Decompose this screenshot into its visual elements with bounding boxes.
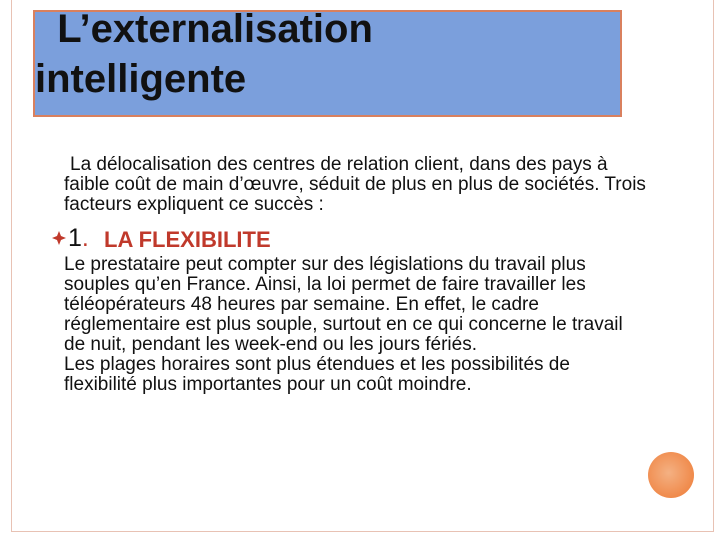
section-number-text: 1 [68, 224, 82, 252]
section-label: LA FLEXIBILITE [104, 227, 271, 252]
intro-paragraph: La délocalisation des centres de relation client, dans des pays à faible coût de main d’œuvre, séduit de plus en plus de sociétés. Trois facteurs expliquent ce succès : [64, 154, 646, 215]
diamond-bullet-icon [52, 231, 66, 245]
body-paragraph-2: Les plages horaires sont plus étendues et les possibilités de flexibilité plus importantes pour un coût moindre. [64, 354, 570, 395]
title-box [33, 10, 622, 117]
slide-title: L’externalisation intelligente [35, 10, 373, 101]
section-number [68, 221, 89, 255]
body-paragraph-1: Le prestataire peut compter sur des législations du travail plus souples qu’en France. Ainsi, la loi permet de faire travailler les téléopérateurs 48 heures par semaine. En effet, le cadre réglementaire est plus souple, surtout en ce qui concerne le travail de nuit, pendant les week-end ou les jours fériés. [64, 254, 623, 355]
decorative-circle [648, 452, 694, 498]
section-heading [46, 221, 646, 255]
slide-content [46, 155, 646, 395]
section-number-dot: . [81, 224, 89, 252]
